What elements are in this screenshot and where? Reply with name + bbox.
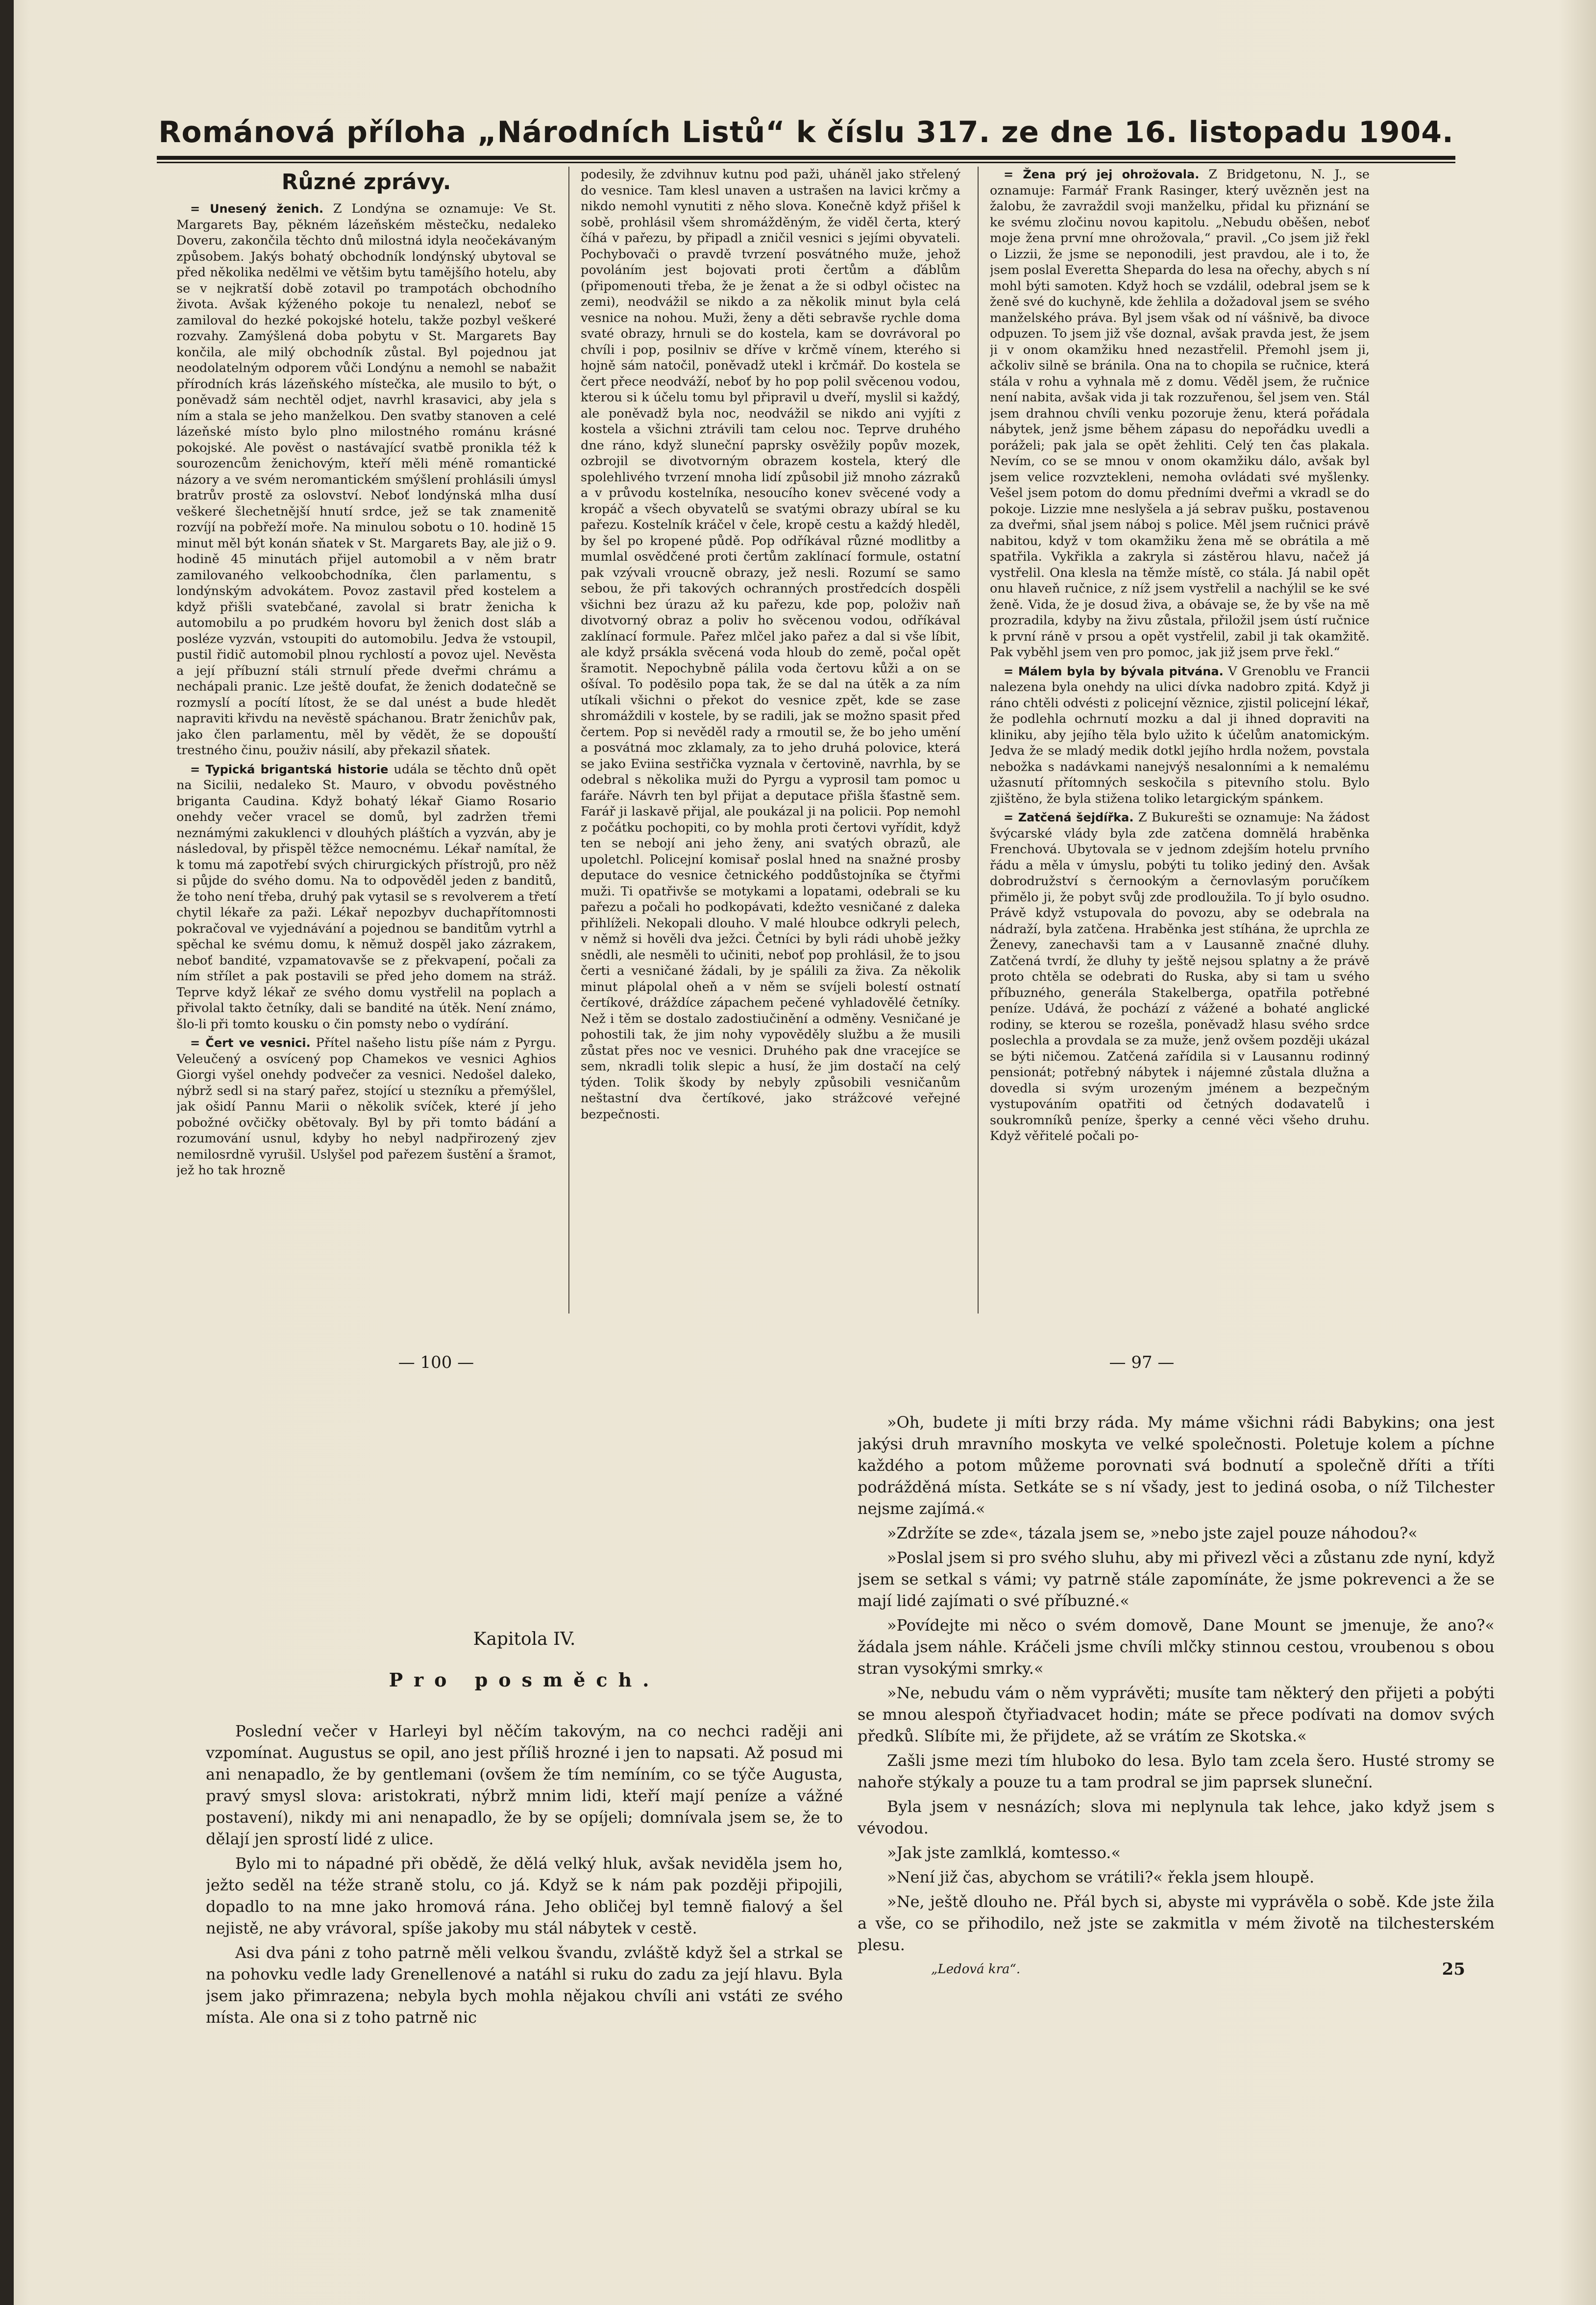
news-item: [176, 201, 556, 759]
novel-paragraph: »Oh, budete ji míti brzy ráda. My máme všichni rádi Babykins; ona jest jakýsi druh mravního moskyta ve velké společnosti. Poletuje kolem a píchne každého a potom můžeme porovnati svá bodnutí a společně dříti a tříti podrážděná místa. Setkáte se s ní všady, jest to jediná osoba, o níž Tilchester nejsme zajímá.«: [858, 1413, 1495, 1518]
news-item: [990, 664, 1370, 807]
news-body: Z Bridgetonu, N. J., se oznamuje: Farmář Frank Rasinger, který uvězněn jest na žalobu, že zavraždil svoji manželku, přidal ku přiznání se ke svému zločinu novou kapitolu. „Nebudu oběšen, neboť moje žena první mne ohrožovala,“ pravil. „Co jsem již řekl o Lizzii, že jsme se neponodili, jest pravdou, ale i to, že jsem poslal Everetta Sheparda do lesa na ořechy, abych s ní mohl býti samoten. Když hoch se vzdálil, odebral jsem se k ženě své do kuchyně, kde žehlila a dožadoval jsem se svého manželského práva. Byl jsem však od ní vášnivě, ba divoce odpuzen. To jsem již vše doznal, avšak pravda jest, že jsem ji v onom okamžiku hned nezastřelil. Přemohl jsem ji, ačkoliv silně se bránila. Ona na to chopila se ručnice, která stála v rohu a vyhnala mě z domu. Věděl jsem, že ručnice není nabita, avšak vida ji tak rozzuřenou, šel jsem ven. Stál jsem drahnou chvíli venku pozoruje ženu, která pořádala nábytek, jenž jsme během zápasu do nepořádku uvedli a poráželi; pak jala se opět žehliti. Celý ten čas plakala. Nevím, co se se mnou v onom okamžiku dálo, avšak byl jsem velice rozvztekleni, nemoha ovládati své myšlenky. Vešel jsem potom do domu předními dveřmi a vkradl se do pokoje. Lizzie mne neslyšela a já sebrav pušku, postavenou za dveřmi, sňal jsem náboj s police. Měl jsem ručnici právě nabitou, když v tom okamžiku žena mě se obrátila a mě spatřila. Vykřikla a zakryla si zástěrou hlavu, načež já vystřelil. Ona klesla na těmže místě, co stála. Já nabil opět onu hlaveň ručnice, z níž jsem vystřelil a nachýlil se ke své ženě. Vida, že je dosud živa, a obávaje se, že by vše na mě prozradila, kdyby na živu zůstala, přiložil jsem ústí ručnice k první ráně v prsou a opět vystřelil, zabil ji tak okamžitě. Pak vyběhl jsem ven pro pomoc, jak již jsem prve řekl.“: [990, 167, 1370, 660]
column-3: [990, 167, 1370, 1323]
news-body: Z Bukurešti se oznamuje: Na žádost švýcarské vlády byla zde zatčena domnělá hraběnka Frenchová. Ubytovala se v jednom zdejším hotelu prvního řádu a měla v úmyslu, pobýti tu toliko jediný den. Avšak dobrodružství s černookým a černovlasým poručíkem přimělo ji, že pobyt svůj zde prodloužila. To jí bylo osudno. Právě když vstupovala do povozu, aby se odebrala na nádraží, byla zatčena. Hraběnka jest stíhána, že uprchla ze Ženevy, zanechavši tam a v Lausanně značné dluhy. Zatčená tvrdí, že dluhy ty ještě nejsou splatny a že právě proto chtěla se odebrati do Ruska, aby si tam u svého příbuzného, generála Stakelberga, opatřila potřebné peníze. Udává, že pochází z vážené a bohaté anglické rodiny, se kterou se rozešla, poněvadž hlasu svého srdce poslechla a provdala se za muže, jenž ovšem později ukázal se býti ničemou. Zatčená zařídila si v Lausannu rodinný pensionát; potřebný nábytek i nájemné zůstala dlužna a dovedla si svým urozeným jménem a bezpečným vystupováním opatřiti od četných dodavatelů i soukromníků peníze, šperky a cenné věci všeho druhu. Když věřitelé počali po-: [990, 810, 1370, 1143]
news-item: [176, 762, 556, 1033]
novel-paragraph: »Jak jste zamlklá, komtesso.«: [887, 1843, 1121, 1862]
binding-edge: [0, 0, 14, 2305]
chapter-title: Kapitola IV.: [473, 1629, 576, 1649]
novel-paragraph: »Poslal jsem si pro svého sluhu, aby mi přivezl věci a zůstanu zde nyní, když jsem se setkal s vámi; vy patrně stále zapomínáte, že jsme pokrevenci a že se mají lidé zajímati o své příbuzné.«: [858, 1548, 1495, 1610]
page-number-right: — 97 —: [1109, 1353, 1175, 1372]
news-headline: = Unesený ženich.: [190, 202, 324, 216]
news-body: podesily, že zdvihnuv kutnu pod paži, uháněl jako střelený do vesnice. Tam klesl unaven a ustrašen na lavici krčmy a nikdo nemohl vynutiti z něho slova. Konečně když přišel k sobě, prohlásil všem shromážděným, že viděl čerta, který číhá v pařezu, by připadl a zničil vesnici s jejími obyvateli. Pochybovači o pravdě tvrzení posvátného muže, jehož povoláním jest bojovati proti čertům a ďáblům (připomenouti třeba, že je ženat a že si odbyl očistec na zemi), neodvážil se nikdo a za několik minut byla celá vesnice na nohou. Muži, ženy a děti sebravše rychle doma svaté obrazy, hrnuli se do kostela, kam se dovrávoral po chvíli i pop, posilniv se dříve v krčmě vínem, kterého si hojně sám natočil, poněvadž utekl i krčmář. Do kostela se čert přece neodváží, neboť by ho pop polil svěcenou vodou, kterou si k účelu tomu byl připravil u dveří, myslil si každý, ale poněvadž byla noc, neodvážil se nikdo ani vyjíti z kostela a všichni ztrávili tam celou noc. Teprve druhého dne ráno, když sluneční paprsky osvěžily popův mozek, ozbrojil se divotvorným obrazem kostela, který dle spolehlivého tvrzení mnoha lidí způsobil již mnoho zázraků a v průvodu kostelníka, nesoucího konev svěcené vody a kropáč a všech obyvatelů se svatými obrazy ubíral se ku pařezu. Kostelník kráčel v čele, kropě cestu a každý hleděl, by šel po kropené půdě. Pop odříkával různé modlitby a mumlal osvědčené proti čertům zaklínací formule, ostatní pak vzývali vroucně obrazy, jež nesli. Rozumí se samo sebou, že při takových ochranných prostředcích dospěli všichni bez úrazu až ku pařezu, kde pop, položiv naň divotvorný obraz a poliv ho svěcenou vodou, odříkával zaklínací formule. Pařez mlčel jako pařez a dal si vše líbit, ale když prsákla svěcená voda hloub do země, počal opět šramotit. Nepochybně pálila voda čertovu kůži a on se ošíval. To poděsilo popa tak, že se dal na útěk a za ním utíkali všichni o překot do vesnice zpět, kde se zase shromáždili v kostele, by se radili, jak se možno spasit před čertem. Pop si nevěděl rady a rmoutil se, že bo jeho umění a posvátná moc zklamaly, za to jeho druhá polovice, která se jako Eviina sestřička vyznala v čertovině, navrhla, by se odebral s několika muži do Pyrgu a vyprosil tam pomoc u faráře. Návrh ten byl přijat a deputace přišla šťastně sem. Farář ji laskavě přijal, ale poukázal ji na policii. Pop nemohl z počátku pochopiti, co by mohla proti čertovi vyřídit, když ten se nebojí ani jeho ženy, ani svatých obrazů, ale upoletchl. Policejní komisař poslal hned na snažné prosby deputace do vesnice četnického poddůstojníka se čtyřmi muži. Ti opatřivše se motykami a lopatami, odebrali se ku pařezu a počali ho podkopávati, kdežto vesničané z daleka přihlíželi. Nekopali dlouho. V malé hloubce odkryli pelech, v němž si hověli dva ježci. Četníci by byli rádi uhobě ježky snědli, ale nesměli to učiniti, neboť pop prohlásil, že to jsou čerti a vesničané žádali, by je spálili za živa. Za několik minut plápolal oheň a v něm se svíjeli bolestí ostnatí čertíkové, dráždíce zápachem pečené vyhladovělé četníky. Než i těm se dostalo zadostiučinění a odměny. Vesničané je pohostili tak, že jim nohy vypověděly službu a že musili zůstat přes noc ve vesnici. Druhého pak dne vracejíce se sem, nkradli tolik slepic a husí, že jim dostačí na celý týden. Tolik škody by nebyly způsobili vesničanům neštastní dva čertíkové, jako strážcové veřejné bezpečnosti.: [581, 167, 960, 1122]
novel-left-column: [206, 1412, 843, 2274]
page-number-left: — 100 —: [398, 1353, 474, 1372]
novel-paragraph: Zašli jsme mezi tím hluboko do lesa. Bylo tam zcela šero. Husté stromy se nahoře stýkaly a pouze tu a tam prodral se jim paprsek sluneční.: [858, 1751, 1495, 1791]
chapter-subtitle: Pro posměch.: [389, 1669, 660, 1691]
novel-paragraph: »Povídejte mi něco o svém domově, Dane Mount se jmenuje, že ano?« žádala jsem náhle. Kráčeli jsme chvíli mlčky stinnou cestou, vroubenou s obou stran vysokými smrky.«: [858, 1616, 1495, 1678]
page-header: Románová příloha „Národních Listů“ k číslu 317. ze dne 16. listopadu 1904.: [158, 115, 1454, 149]
novel-paragraph: »Ne, nebudu vám o něm vyprávěti; musíte tam některý den přijeti a pobýti se mnou alespoň čtyřiadvacet hodin; máte se přece podívati na domov svých předků. Slíbíte mi, že přijdete, až se vrátím ze Skotska.«: [858, 1684, 1495, 1745]
news-headline: = Typická brigantská historie: [190, 762, 389, 776]
column-1: [176, 167, 556, 1323]
news-item: [176, 1035, 556, 1179]
column-divider: [978, 167, 979, 1314]
novel-right-column: [858, 1412, 1495, 2274]
news-headline: = Málem byla by bývala pitvána.: [1004, 664, 1224, 678]
news-item: [990, 167, 1370, 661]
news-headline: = Zatčená šejdířka.: [1004, 811, 1134, 824]
news-body: Přítel našeho listu píše nám z Pyrgu. Veleučený a osvícený pop Chamekos ve vesnici Aghios Giorgi vyšel onehdy podvečer za vesnici. Nedošel daleko, nýbrž sedl si na starý pařez, stojící u stezníku a přemýšlel, jak ošidí Pannu Marii o několik svíček, které jí jeho pobožné ovčičky obětovaly. Byl by při tomto bádání a rozumování usnul, kdyby ho nebyl nadpřirozený zjev nemilosrdně vyrušil. Uslyšel pod pařezem šustění a šramot, jež ho tak hrozně: [176, 1036, 556, 1178]
signature-number: 25: [1442, 1959, 1465, 1979]
novel-paragraph: »Zdržíte se zde«, tázala jsem se, »nebo jste zajel pouze náhodou?«: [887, 1524, 1418, 1542]
news-item: [990, 810, 1370, 1144]
column-divider: [568, 167, 569, 1314]
news-body: Z Londýna se oznamuje: Ve St. Margarets Bay, pěkném lázeňském městečku, nedaleko Doveru, zakončila těchto dnů milostná idyla neočekávaným způsobem. Jakýs bohatý obchodník londýnský ubytoval se před několika nedělmi ve většim bytu tamějšího hotelu, aby se v nejkratší době zotavil po trampotách obchodního života. Avšak kýženého pokoje tu nenalezl, neboť se zamiloval do hezké pokojské hotelu, takže pozbyl veškeré rozvahy. Zamýšlená doba pobytu v St. Margarets Bay končila, ale milý obchodník zůstal. Byl pojednou jat neodolatelným odporem vůči Londýnu a nemohl se nabažit přírodních krás lázeňského místečka, ale musilo to být, o poněvadž sám nechtěl odjet, navrhl krasavici, aby jela s ním a stala se jeho manželkou. Den svatby stanoven a celé lázeňské místo bylo plno milostného románu krásné pokojské. Ale pověst o nastávající svatbě pronikla též k sourozencům ženichovým, kteří měli méně romantické názory a ve svém neromantickém smýšlení prohlásili úmysl bratrův prostě za oslovství. Neboť londýnská mlha dusí veškeré šlechetnější hnutí srdce, jež se tak znamenitě rozvíjí na pobřeží moře. Na minulou sobotu o 10. hodině 15 minut měl být konán sňatek v St. Margarets Bay, ale již o 9. hodině 45 minutách přijel automobil a v něm bratr zamilovaného velkoobchodníka, člen parlamentu, s londýnským advokátem. Povoz zastavil před kostelem a když přišli svatebčané, zavolal si bratr ženicha k automobilu a po prudkém hovoru byl ženich dost sláb a posléze vyzván, vstoupiti do automobilu. Jedva že vstoupil, pustil řidič automobil plnou rychlostí a povoz ujel. Nevěsta a její příbuzní stáli strnulí přede dveřmi chrámu a nechápali pranic. Lze ještě doufat, že ženich dodatečně se rozmyslí a pocítí lítost, že se dal unést a bude hledět napraviti křivdu na nevěstě spáchanou. Bratr ženichův pak, jako člen parlamentu, měl by vědět, že se dopouští trestného činu, použiv násilí, aby překazil sňatek.: [176, 201, 556, 758]
novel-paragraph: Bylo mi to nápadné při obědě, že dělá velký hluk, avšak neviděla jsem ho, ježto seděl na téže straně stolu, co já. Když se k nám pak později připojili, dopadlo to na mne jako hromová rána. Jeho obličej byl temně fialový a šel nejistě, ne aby vrávoral, spíše jakoby mu stál nábytek v cestě.: [206, 1854, 843, 1937]
news-body: udála se těchto dnů opět na Sicilii, nedaleko St. Mauro, v obvodu pověstného briganta Caudina. Když bohatý lékař Giamo Rosario onehdy večer vracel se domů, byl zadržen třemi neznámými zakuklenci v dlouhých pláštích a vyzván, aby je následoval, by přispěl těžce nemocnému. Lékař namítal, že k tomu má zapotřebí svých chirurgických přístrojů, pro něž si půjde do svého domu. Na to odpověděl jeden z banditů, že toho není třeba, druhý pak vytasil se s revolverem a třetí chytil lékaře za paži. Lékař nepozbyv duchapřítomnosti pokračoval ve vyjednávání a pojednou se banditům vytrhl a spěchal ke svému domu, k němuž dospěl jako zázrakem, neboť bandité, vzpamatovavše se z překvapení, počali za ním střílet a pak postavili se před jeho domem na stráž. Teprve když lékař ze svého domu vystřelil na poplach a přivolal takto četníky, dali se bandité na útěk. Není známo, šlo-li při tomto kousku o čin pomsty nebo o vydírání.: [176, 762, 556, 1032]
news-body: V Grenoblu ve Francii nalezena byla onehdy na ulici dívka nadobro zpitá. Když ji ráno chtěli odvésti z policejní věznice, zjistil policejní lékař, že podlehla ochrnutí mozku a dal ji ihned dopraviti na kliniku, aby jejího těla bylo užito k účelům anatomickým. Jedva že se mladý medik dotkl jejího hrdla nožem, povstala nebožka s nadávkami nanejvýš nesalonními a k nemalému užasnutí přítomných seskočila s pitevního stolu. Bylo zjištěno, že byla stižena toliko letargickým spánkem.: [990, 664, 1370, 806]
column-2: [581, 167, 960, 1323]
novel-paragraph: Poslední večer v Harleyi byl něčím takovým, na co nechci raději ani vzpomínat. Augustus se opil, ano jest příliš hrozné i jen to napsati. Až posud mi ani nenapadlo, že by gentlemani (ovšem že tím nemíním, co se týče Augusta, pravý smysl slova: aristokrati, nýbrž mnim lidi, kteří mají peníze a vážné postavení), nikdy mi ani nenapadlo, že by se opíjeli; domnívala jsem se, že to dělají jen sprostí lidé z ulice.: [206, 1722, 843, 1848]
novel-paragraph: »Není již čas, abychom se vrátili?« řekla jsem hloupě.: [887, 1868, 1315, 1886]
news-headline: = Čert ve vesnici.: [190, 1036, 311, 1050]
header-rule-thin: [157, 162, 1455, 163]
novel-paragraph: Asi dva páni z toho patrně měli velkou švandu, zvláště když šel a strkal se na pohovku vedle lady Grenellenové a natáhl si ruku do zadu za její hlavu. Byla jsem jako přimrazena; nebyla bych mohla nějakou chvíli ani vstáti ze svého místa. Ale ona si z toho patrně nic: [206, 1943, 843, 2027]
section-title: Různé zprávy.: [281, 170, 451, 195]
novel-footer: [858, 1958, 1495, 1980]
novel-footer-title: „Ledová kra“.: [931, 1962, 1021, 1977]
news-item: [581, 167, 960, 1122]
novel-paragraph: Byla jsem v nesnázích; slova mi neplynula tak lehce, jako když jsem s vévodou.: [858, 1797, 1495, 1837]
novel-paragraph: »Ne, ještě dlouho ne. Přál bych si, abyste mi vyprávěla o sobě. Kde jste žila a vše, co se přihodilo, než jste se zakmitla v mém životě na tilchesterském plesu.: [858, 1892, 1495, 1954]
header-rule: [157, 156, 1455, 160]
news-headline: = Žena prý jej ohrožovala.: [1004, 168, 1200, 181]
